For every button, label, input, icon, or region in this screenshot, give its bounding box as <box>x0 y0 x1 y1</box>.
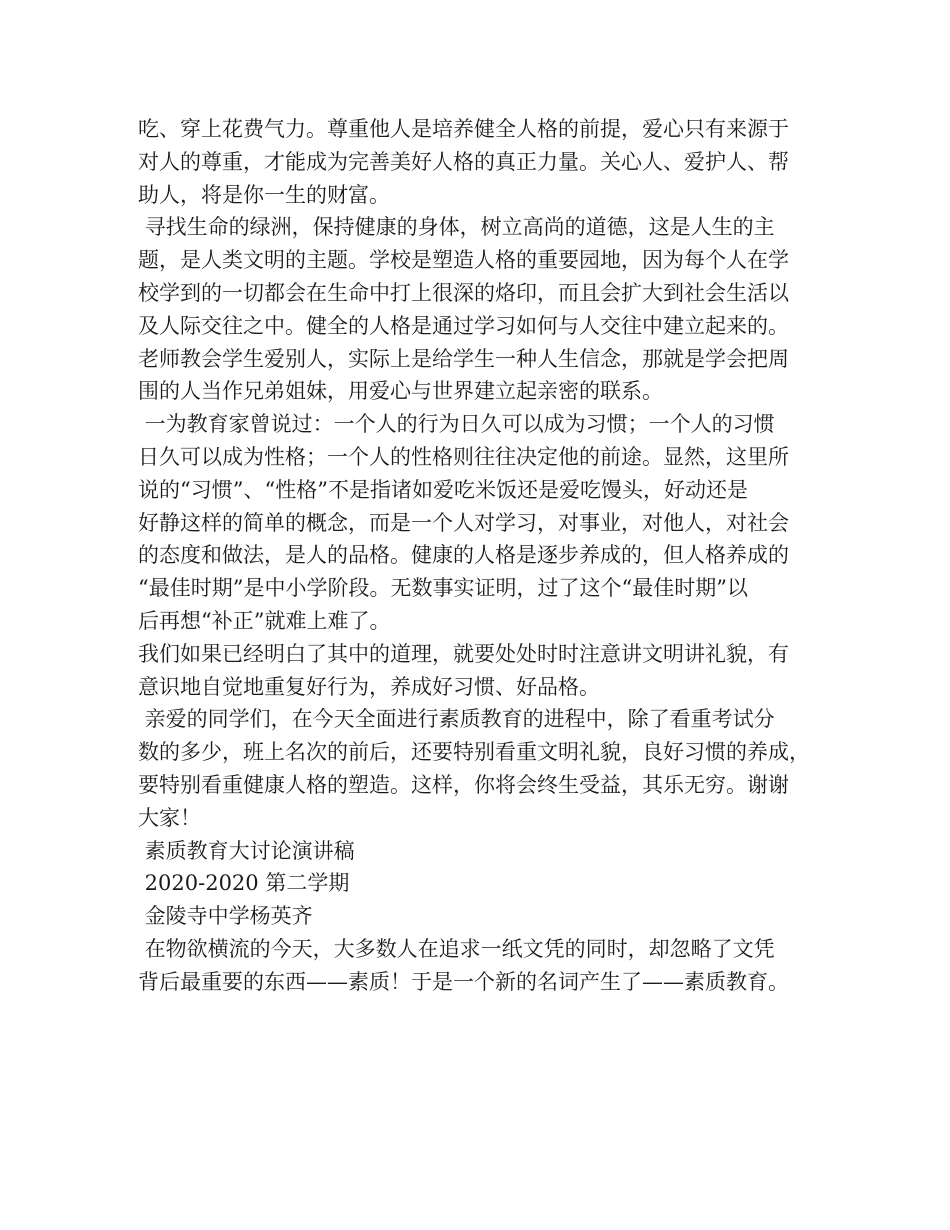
text-line: 校学到的一切都会在生命中打上很深的烙印，而且会扩大到社会生活以 <box>138 280 789 305</box>
text-line: 后再想“补正”就难上难了。 <box>138 608 391 633</box>
text-line: 我们如果已经明白了其中的道理，就要处处时时注意讲文明讲礼貌，有 <box>138 641 789 666</box>
author-line: 金陵寺中学杨英齐 <box>138 904 313 929</box>
text-line: 老师教会学生爱别人，实际上是给学生一种人生信念，那就是学会把周 <box>138 346 789 371</box>
text-line: 的态度和做法，是人的品格。健康的人格是逐步养成的，但人格养成的 <box>138 543 789 568</box>
text-line: “最佳时期”是中小学阶段。无数事实证明，过了这个“最佳时期”以 <box>138 576 748 601</box>
text-line: 寻找生命的绿洲，保持健康的身体，树立高尚的道德，这是人生的主 <box>138 215 775 240</box>
text-line: 及人际交往之中。健全的人格是通过学习如何与人交往中建立起来的。 <box>138 313 789 338</box>
text-line: 日久可以成为性格；一个人的性格则往往决定他的前途。显然，这里所 <box>138 444 789 469</box>
text-line: 要特别看重健康人格的塑造。这样，你将会终生受益，其乐无穷。谢谢 <box>138 772 789 797</box>
text-line: 数的多少，班上名次的前后，还要特别看重文明礼貌，良好习惯的养成， <box>138 740 810 765</box>
text-line: 说的“习惯”、“性格”不是指诸如爱吃米饭还是爱吃馒头，好动还是 <box>138 477 748 502</box>
text-line: 围的人当作兄弟姐妹，用爱心与世界建立起亲密的联系。 <box>138 379 663 404</box>
text-line: 一为教育家曾说过：一个人的行为日久可以成为习惯；一个人的习惯 <box>138 412 775 437</box>
document-text <box>138 113 828 999</box>
section-title: 素质教育大讨论演讲稿 <box>138 838 355 863</box>
text-line: 助人，将是你一生的财富。 <box>138 182 390 207</box>
text-line: 亲爱的同学们，在今天全面进行素质教育的进程中，除了看重考试分 <box>138 707 775 732</box>
text-line: 好静这样的简单的概念，而是一个人对学习，对事业，对他人，对社会 <box>138 510 789 535</box>
text-line: 大家！ <box>138 805 201 830</box>
text-line: 题，是人类文明的主题。学校是塑造人格的重要园地，因为每个人在学 <box>138 248 789 273</box>
text-line: 对人的尊重，才能成为完善美好人格的真正力量。关心人、爱护人、帮 <box>138 149 789 174</box>
text-line: 背后最重要的东西——素质！于是一个新的名词产生了——素质教育。 <box>138 969 789 994</box>
text-line: 吃、穿上花费气力。尊重他人是培养健全人格的前提，爱心只有来源于 <box>138 117 789 141</box>
text-line: 在物欲横流的今天，大多数人在追求一纸文凭的同时，却忽略了文凭 <box>138 936 775 961</box>
semester-line: 2020-2020 第二学期 <box>138 871 350 896</box>
text-line: 意识地自觉地重复好行为，养成好习惯、好品格。 <box>138 674 600 699</box>
